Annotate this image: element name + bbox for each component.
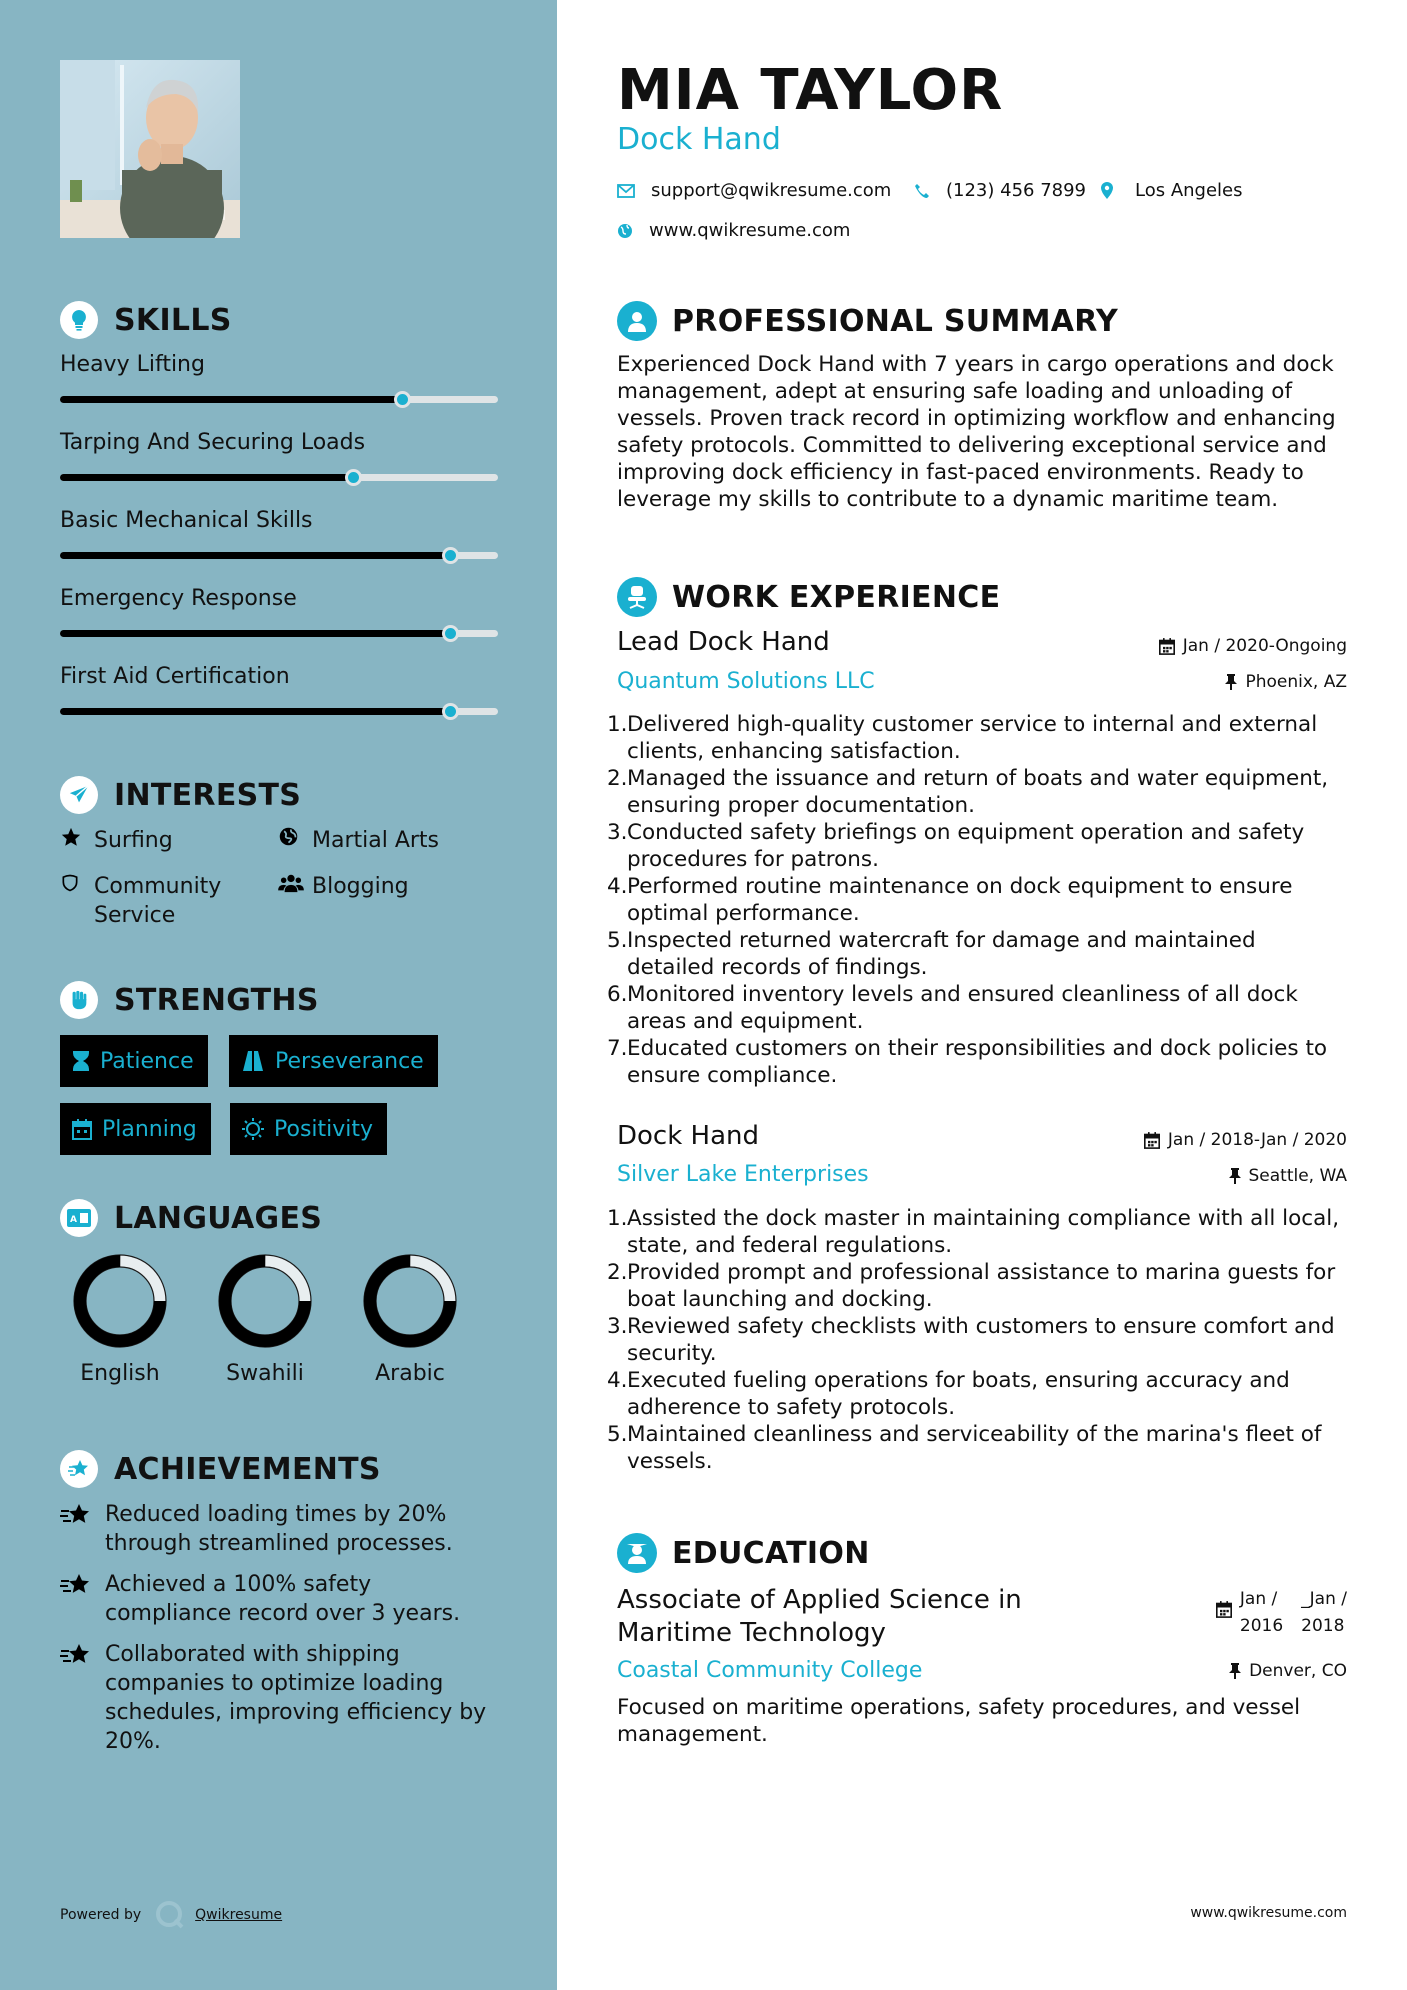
interest-label: Surfing — [94, 828, 173, 853]
website-text[interactable]: www.qwikresume.com — [649, 220, 851, 241]
bullet-number: 5. — [607, 928, 628, 953]
user-icon — [617, 301, 657, 341]
language-item — [50, 1249, 190, 1386]
skill-bar-knob — [345, 469, 362, 486]
skill-bar — [60, 630, 498, 637]
date-end-line: _Jan / — [1301, 1589, 1347, 1609]
skill-label: Basic Mechanical Skills — [60, 508, 313, 533]
achievement-item — [60, 1640, 500, 1756]
badge-icon — [60, 872, 94, 930]
bullet-text: Provided prompt and professional assistance to marina guests for boat launching and docking. — [627, 1260, 1336, 1312]
degree-line: Maritime Technology — [617, 1618, 886, 1648]
skills-title: SKILLS — [114, 302, 232, 338]
degree-line: Associate of Applied Science in — [617, 1585, 1022, 1615]
strength-badge — [60, 1103, 211, 1155]
language-item — [340, 1249, 480, 1386]
job-bullet — [607, 873, 1347, 927]
job-bullet — [607, 1367, 1347, 1421]
interest-label: Blogging — [312, 874, 409, 899]
skill-bar — [60, 396, 498, 403]
strength-label: Positivity — [274, 1116, 374, 1142]
education-heading — [617, 1533, 870, 1573]
bullet-number: 7. — [607, 1036, 628, 1061]
job-bullet — [607, 1421, 1347, 1475]
qwikresume-logo-icon — [155, 1900, 185, 1930]
skill-bar-knob — [442, 703, 459, 720]
bullet-number: 6. — [607, 982, 628, 1007]
footer-url[interactable]: www.qwikresume.com — [1190, 1905, 1347, 1921]
calendar-icon — [1159, 638, 1175, 655]
skill-label: Emergency Response — [60, 586, 297, 611]
bullet-text: Educated customers on their responsibilities and dock policies to ensure compliance. — [627, 1036, 1328, 1088]
sun-icon — [242, 1118, 264, 1140]
location-text: Los Angeles — [1135, 180, 1243, 201]
bullet-text: Reviewed safety checklists with customers to ensure comfort and security. — [627, 1314, 1335, 1366]
skill-item — [60, 508, 498, 533]
job-company: Silver Lake Enterprises — [617, 1162, 869, 1187]
achievement-item — [60, 1570, 500, 1628]
languages-title: LANGUAGES — [114, 1200, 323, 1236]
envelope-icon — [617, 184, 635, 198]
powered-by — [60, 1900, 282, 1930]
job-location — [1225, 672, 1347, 692]
pushpin-icon — [1229, 1168, 1241, 1184]
job-bullets — [607, 711, 1347, 1089]
education-title: EDUCATION — [672, 1535, 870, 1571]
globe-icon — [617, 223, 633, 239]
job-bullet — [607, 927, 1347, 981]
phone-icon — [914, 183, 930, 199]
pushpin-icon — [1229, 1663, 1241, 1679]
sidebar — [0, 0, 557, 1990]
contact-email — [617, 180, 891, 201]
contact-website — [617, 220, 850, 241]
date-end-line: 2018 — [1301, 1616, 1345, 1636]
skill-bar-fill — [60, 396, 402, 403]
strengths-heading — [60, 981, 319, 1019]
award-star-icon — [60, 1570, 105, 1628]
skill-item — [60, 352, 498, 377]
experience-heading — [617, 577, 1000, 617]
job-bullets — [607, 1205, 1347, 1475]
strength-label: Planning — [102, 1116, 197, 1142]
achievement-text: Reduced loading times by 20% through streamlined processes. — [105, 1502, 453, 1556]
email-text: support@qwikresume.com — [651, 180, 892, 201]
translate-icon — [60, 1199, 98, 1237]
education-location-text: Denver, CO — [1249, 1661, 1347, 1681]
globe-icon — [278, 826, 312, 855]
bullet-text: Monitored inventory levels and ensured cleanliness of all dock areas and equipment. — [627, 982, 1298, 1034]
skill-label: First Aid Certification — [60, 664, 290, 689]
contact-location — [1101, 180, 1243, 201]
achievements-heading — [60, 1450, 381, 1488]
phone-text: (123) 456 7899 — [946, 180, 1087, 201]
map-pin-icon — [1101, 182, 1113, 199]
job-location-text: Seattle, WA — [1248, 1166, 1347, 1186]
date-start-line: Jan / — [1239, 1589, 1278, 1609]
job-title: Dock Hand — [617, 1121, 760, 1151]
language-ring — [50, 1249, 190, 1353]
interest-item — [278, 872, 409, 902]
job-bullet — [607, 981, 1347, 1035]
skill-bar-fill — [60, 708, 450, 715]
graduate-icon — [617, 1533, 657, 1573]
bullet-number: 3. — [607, 1314, 628, 1339]
calendar-icon — [1144, 1132, 1160, 1149]
bullet-text: Conducted safety briefings on equipment operation and safety procedures for patrons. — [627, 820, 1305, 872]
interest-item — [60, 872, 250, 930]
skill-bar-knob — [442, 625, 459, 642]
candidate-name: MIA TAYLOR — [617, 58, 1004, 123]
bullet-number: 5. — [607, 1422, 628, 1447]
skill-bar — [60, 474, 498, 481]
achievement-text: Achieved a 100% safety compliance record over 3 years. — [105, 1572, 461, 1626]
skill-bar-fill — [60, 474, 353, 481]
bullet-text: Inspected returned watercraft for damage and maintained detailed records of findings. — [627, 928, 1256, 980]
bullet-number: 3. — [607, 820, 628, 845]
bullet-text: Managed the issuance and return of boats and water equipment, ensuring proper documentation. — [627, 766, 1329, 818]
strength-badge — [229, 1035, 438, 1087]
award-star-icon — [60, 1500, 105, 1558]
job-dates-text: Jan / 2020-Ongoing — [1182, 636, 1347, 656]
summary-text: Experienced Dock Hand with 7 years in cargo operations and dock management, adept at ensuring safe loading and unloading of vessels. Proven track record in optimizing workflow and enhancing safety protocols. Committed to delivering exceptional service and improving dock efficiency in fast-paced environments. Ready to leverage my skills to contribute to a dynamic maritime team. — [617, 352, 1336, 512]
education-dates — [1216, 1586, 1347, 1640]
bullet-text: Performed routine maintenance on dock equipment to ensure optimal performance. — [627, 874, 1293, 926]
interest-item — [278, 826, 439, 855]
language-label: Arabic — [375, 1361, 445, 1386]
bullet-number: 2. — [607, 1260, 628, 1285]
job-title: Lead Dock Hand — [617, 627, 830, 657]
education-description: Focused on maritime operations, safety procedures, and vessel management. — [617, 1695, 1301, 1747]
language-ring — [195, 1249, 335, 1353]
job-bullet — [607, 711, 1347, 765]
job-dates-text: Jan / 2018-Jan / 2020 — [1167, 1130, 1347, 1150]
powered-by-brand-link[interactable]: Qwikresume — [195, 1907, 283, 1923]
bullet-number: 4. — [607, 874, 628, 899]
strength-badge — [60, 1035, 208, 1087]
skill-bar-fill — [60, 630, 450, 637]
summary-heading — [617, 301, 1118, 341]
skills-heading — [60, 301, 232, 339]
job-company: Quantum Solutions LLC — [617, 669, 875, 694]
skill-bar-knob — [442, 547, 459, 564]
job-bullet — [607, 765, 1347, 819]
interests-title: INTERESTS — [114, 777, 302, 813]
road-icon — [241, 1051, 265, 1071]
interest-label: Community Service — [94, 874, 222, 928]
strength-badge — [230, 1103, 387, 1155]
languages-heading — [60, 1199, 322, 1237]
achievement-item — [60, 1500, 500, 1558]
job-bullet — [607, 1313, 1347, 1367]
calendar-icon — [72, 1119, 92, 1140]
briefcase-chair-icon — [617, 577, 657, 617]
education-school: Coastal Community College — [617, 1658, 923, 1683]
interests-heading — [60, 776, 301, 814]
achievement-text: Collaborated with shipping companies to optimize loading schedules, improving efficiency by 20%. — [105, 1642, 487, 1754]
strengths-title: STRENGTHS — [114, 982, 319, 1018]
bullet-text: Maintained cleanliness and serviceability of the marina's fleet of vessels. — [627, 1422, 1322, 1474]
job-bullet — [607, 1205, 1347, 1259]
job-bullet — [607, 819, 1347, 873]
interest-item — [60, 826, 173, 856]
award-star-icon — [60, 1450, 98, 1488]
bullet-number: 1. — [607, 1206, 628, 1231]
job-bullet — [607, 1035, 1347, 1089]
interest-label: Martial Arts — [312, 828, 440, 853]
hourglass-icon — [72, 1050, 90, 1072]
language-label: Swahili — [226, 1361, 304, 1386]
job-location-text: Phoenix, AZ — [1245, 672, 1347, 692]
contact-phone — [914, 180, 1086, 201]
paper-plane-icon — [60, 776, 98, 814]
bullet-number: 4. — [607, 1368, 628, 1393]
language-ring — [340, 1249, 480, 1353]
skill-item — [60, 664, 498, 689]
language-label: English — [80, 1361, 160, 1386]
fist-icon — [60, 981, 98, 1019]
strength-label: Perseverance — [275, 1048, 424, 1074]
candidate-role: Dock Hand — [617, 122, 781, 157]
svg-text:A: A — [70, 1215, 77, 1225]
skill-label: Heavy Lifting — [60, 352, 205, 377]
skill-bar-fill — [60, 552, 450, 559]
skill-label: Tarping And Securing Loads — [60, 430, 366, 455]
pushpin-icon — [1225, 674, 1237, 690]
skill-item — [60, 586, 498, 611]
bullet-text: Executed fueling operations for boats, ensuring accuracy and adherence to safety protocols. — [627, 1368, 1290, 1420]
education-location — [1229, 1661, 1347, 1681]
bullet-number: 2. — [607, 766, 628, 791]
education-degree — [617, 1584, 1022, 1650]
date-start-line: 2016 — [1239, 1616, 1284, 1636]
skill-bar-knob — [394, 391, 411, 408]
skill-bar — [60, 552, 498, 559]
skill-item — [60, 430, 498, 455]
skill-bar — [60, 708, 498, 715]
summary-title: PROFESSIONAL SUMMARY — [672, 303, 1119, 339]
job-dates — [1144, 1130, 1347, 1150]
job-bullet — [607, 1259, 1347, 1313]
strength-label: Patience — [100, 1048, 194, 1074]
calendar-icon — [1216, 1601, 1232, 1618]
profile-photo — [60, 60, 240, 238]
experience-title: WORK EXPERIENCE — [672, 579, 1001, 615]
bullet-text: Delivered high-quality customer service to internal and external clients, enhancing satisfaction. — [627, 712, 1318, 764]
bullet-text: Assisted the dock master in maintaining compliance with all local, state, and federal regulations. — [627, 1206, 1340, 1258]
lightbulb-icon — [60, 301, 98, 339]
job-dates — [1159, 636, 1347, 656]
award-star-icon — [60, 1640, 105, 1756]
job-location — [1229, 1166, 1348, 1186]
bullet-number: 1. — [607, 712, 628, 737]
star-icon — [60, 826, 94, 856]
users-icon — [278, 872, 312, 902]
language-item — [195, 1249, 335, 1386]
achievements-title: ACHIEVEMENTS — [114, 1451, 381, 1487]
powered-by-label: Powered by — [60, 1907, 142, 1923]
